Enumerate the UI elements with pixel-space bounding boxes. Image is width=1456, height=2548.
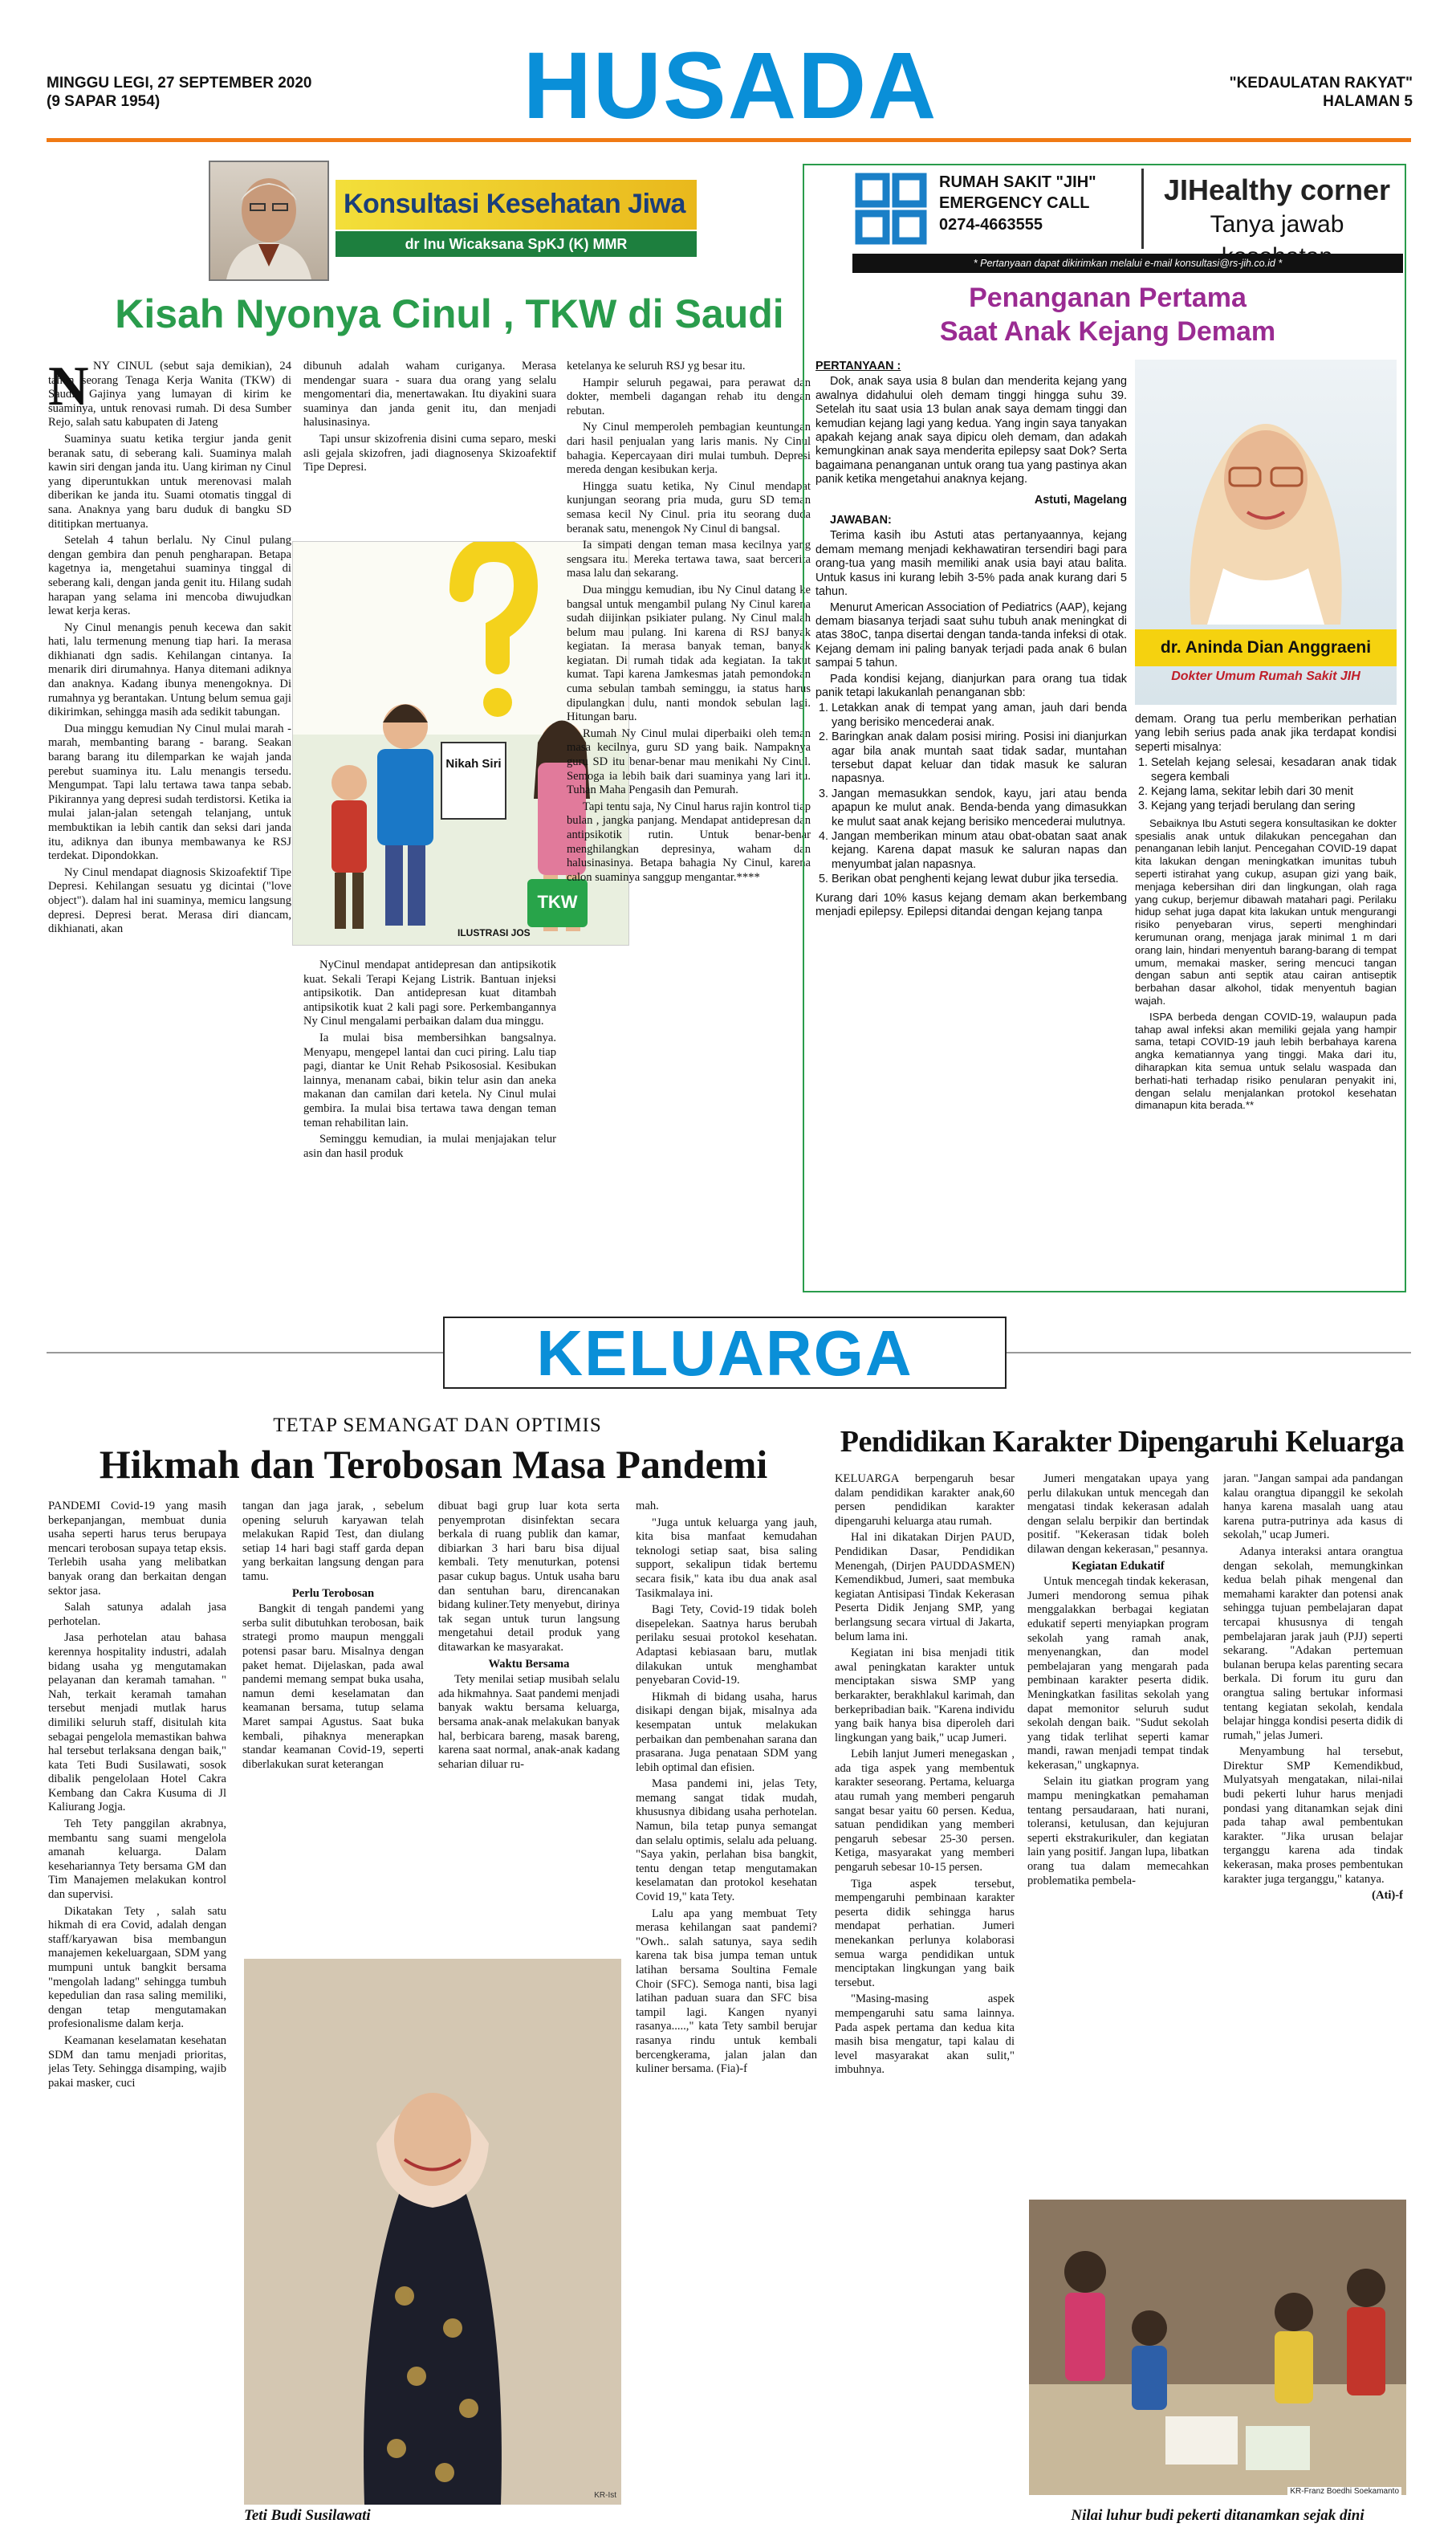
paragraph: Hampir seluruh pegawai, para perawat dan dokter, membeli dagangan rehab itu dengan rebutan. — [567, 376, 811, 417]
condition-item: 3. Kejang yang terjadi berulang dan sering — [1151, 800, 1397, 813]
answer-paragraph: Terima kasih ibu Astuti atas pertanyaannya, kejang demam memang menjadi kekhawatiran tersendiri bagi para orang-tua yang masih memiliki anak usia bayi atau balita. Untuk kasus ini kurang lebih 3-5% pada anak kurang dari 5 tahun. — [815, 529, 1127, 599]
paragraph: Bagi Tety, Covid-19 tidak boleh disepelekan. Saatnya harus berubah perilaku sesuai protokol kesehatan. Adaptasi kebiasaan baru, mutlak dilakukan untuk menghambat penyebaran Covid-19. — [636, 1603, 817, 1687]
step-item: 4. Jangan memberikan minum atau obat-obatan saat anak kejang. Karena dapat masuk ke saluran napas dan menyumbat jalan napasnya. — [832, 830, 1127, 872]
paragraph: Hal ini dikatakan Dirjen PAUD, Pendidikan Dasar, Pendidikan Menengah, (Dirjen PAUDDASMEN) Kemendikbud, Jumeri, saat membuka kegiatan Antisipasi Tindak Kekerasan Peserta Didik Jenjang SMP, yang berlangsung secara virtual di Jakarta, belum lama ini. — [835, 1531, 1015, 1643]
paragraph: "Masing-masing aspek mempengaruhi satu sama lainnya. Pada aspek pertama dan kedua kita masih bisa mengatur, tapi kalau di level masyarakat akan sulit," imbuhnya. — [835, 1992, 1015, 2077]
paragraph: Hikmah di bidang usaha, harus disikapi dengan bijak, misalnya ada kesempatan untuk melakukan perbaikan dan pembenahan sarana dan prasarana. Juga penataan SDM yang lebih optimal dan efisien. — [636, 1690, 817, 1774]
page-number: HALAMAN 5 — [1323, 93, 1413, 110]
doctor-photo — [209, 161, 329, 281]
konsultasi-column-2-top — [303, 360, 556, 528]
hikmah-column-2 — [242, 1500, 424, 1949]
paragraph: (Ati)-f — [1372, 1889, 1403, 1903]
keluarga-banner — [443, 1317, 1007, 1389]
paper-name: "KEDAULATAN RAKYAT" — [1229, 75, 1413, 92]
hikmah-headline: Hikmah dan Terobosan Masa Pandemi — [99, 1442, 768, 1487]
hikmah-column-3 — [438, 1500, 620, 1949]
hospital-name: RUMAH SAKIT "JIH" — [939, 173, 1096, 191]
konsultasi-column-2-bottom — [303, 959, 556, 1276]
paragraph: Setelah 4 tahun berlalu. Ny Cinul pulang dengan gembira dan penuh pengharapan. Betapa kagetnya ia, mengetahui suaminya tinggal di seberang kali, dengan janda genit itu. Hilang sudah harapan yang selama ini mencoba diwujudkan lewat kerja keras. — [48, 534, 291, 618]
paragraph: Selain itu giatkan program yang mampu meningkatkan pemahaman tentang persaudaraan, hati nurani, toleransi, ketulusan, dan kejujuran seperti ekstrakurikuler, dan kegiatan lain yang positif. Jangan lupa, libatkan orang tua dalam memecahkan problematika pembela- — [1027, 1775, 1209, 1887]
asker-name: Astuti, Magelang — [1034, 493, 1127, 507]
paragraph: Dua minggu kemudian, ibu Ny Cinul datang ke bangsal untuk mengambil pulang Ny Cinul karena sudah diijinkan psikiater pulang. Ny Cinul malah belum mau pulang. Ini karena di RSJ banyak kegiatan. Ia merasa banyak teman, banyak kegiatan. Di rumah tidak ada kegiatan. Ia takut kumat. Tapi karena Jamkesmas jatah pemondokan cuma sebulan tambah seminggu, ia status harus dipulangkan dulu, nanti mondok sebulan lagi. Hitungan baru. — [567, 583, 811, 724]
paragraph: Suaminya suatu ketika tergiur janda genit beranak satu, di seberang kali. Suaminya malah kawin siri dengan janda itu. Uang kiriman ny Cinul yang diperuntukkan untuk merenovasi malah diberikan ke janda itu. Suami otomatis tinggal di sana. Anaknya yang baru duduk di bangku SD dititipkan mertuanya. — [48, 432, 291, 531]
jih-doctor-photo — [1135, 360, 1397, 705]
paragraph: KELUARGA berpengaruh besar dalam pendidikan karakter anak,60 persen pendidikan karakter dipengaruhi keluarga atau rumah. — [835, 1472, 1015, 1528]
doctor-hijab-icon — [1135, 360, 1397, 625]
emergency-phone: 0274-4663555 — [939, 216, 1043, 234]
subheading: Waktu Bersama — [488, 1657, 570, 1671]
pendidikan-column-2 — [1027, 1472, 1209, 2187]
paragraph: Lalu apa yang membuat Tety merasa kehilangan saat pandemi? "Owh.. salah satunya, saya sedih karena tak bisa jumpa teman untuk latihan bersama Soultina Female Choir (SFC). Semoga nanti, bisa lagi latihan paduan suara dan SFC bisa tampil lagi. Kangen nyanyi rasanya.....," kata Tety sambil berujar rasanya rindu untuk kembali bercengkerama, jalan jalan dan kuliner bersama. (Fia)-f — [636, 1907, 817, 2076]
doctor-portrait-icon — [210, 162, 327, 279]
conditions-list — [1135, 756, 1397, 814]
condition-item: 2. Kejang lama, sekitar lebih dari 30 menit — [1151, 785, 1397, 799]
question-label: PERTANYAAN : — [815, 360, 901, 372]
paragraph: Keamanan keselamatan kesehatan SDM dan tamu menjadi prioritas, jelas Tety. Sehingga disamping, wajib pakai masker, cuci — [48, 2033, 226, 2090]
teti-photo-credit: KR-Ist — [594, 2491, 616, 2500]
hikmah-column-4 — [636, 1500, 817, 2527]
doctor-name: dr Inu Wicaksana SpKJ (K) MMR — [336, 231, 697, 257]
tkw-label: TKW — [537, 892, 578, 912]
paragraph: Jasa perhotelan atau bahasa kerennya hospitality industri, adalah bidang usaha yg mengutamakan pelayanan dan keramah tamahan. " Nah, terkait keramah tamahan tersebut menjadi mutlak harus dimiliki seluruh staff, disitulah kita sebagai pengelola memastikan bahwa hal tersebut terlaksana dengan baik," kata Teti Budi Susilawati, sosok dibalik pengelolaan Hotel Cakra Kembang dan Cakra Kusuma di Jl Kaliurang Jogja. — [48, 1631, 226, 1814]
pendidikan-column-1 — [835, 1472, 1015, 2521]
header-divider — [1141, 169, 1144, 249]
emergency-label: EMERGENCY CALL — [939, 194, 1090, 212]
conditions-intro: demam. Orang tua perlu memberikan perhatian yang lebih serius pada anak jika terdapat kondisi seperti misalnya: — [1135, 713, 1397, 754]
paper-info — [1092, 74, 1413, 111]
issue-date — [47, 74, 368, 111]
jih-doctor-title: Dokter Umum Rumah Sakit JIH — [1171, 670, 1360, 683]
paragraph: ketelanya ke seluruh RSJ yg besar itu. — [567, 360, 746, 372]
paragraph: Menyambung hal tersebut, Direktur SMP Kemendikbud, Mulyatsyah mengatakan, nilai-nilai budi pekerti luhur harus menjadi pondasi yang ditanamkan sejak dini pada tahap awal pembentukan karakter. "Jika urusan belajar terganggu karena ada tindak kekerasan, maka proses pembentukan karakter juga terganggu," katanya. — [1223, 1745, 1403, 1886]
paragraph: dibunuh adalah waham curiganya. Merasa mendengar suara - suara dua orang yang selalu mengomentari dia, menertawakan. Itu diyakini suara suaminya dan janda genit itu, dan menjadi halusinasinya. — [303, 360, 556, 429]
children-reading-icon — [1029, 2200, 1406, 2495]
paragraph: Tety menilai setiap musibah selalu ada hikmahnya. Saat pandemi menjadi banyak waktu bersama keluarga, bersama anak-anak melakukan banyak hal, berbicara bareng, masak bareng, karena saat normal, anak-anak kadang seharian diluar ru- — [438, 1673, 620, 1771]
subheading: Kegiatan Edukatif — [1072, 1559, 1165, 1573]
subheading: Perlu Terobosan — [291, 1586, 375, 1600]
drop-cap: N — [48, 361, 89, 413]
paragraph: Hingga suatu ketika, Ny Cinul mendapat kunjungan seorang pria muda, guru SD teman semasa kecil Ny Cinul. pria itu seorang duda beranak satu, menengok Ny Cinul di bangsal. — [567, 479, 811, 535]
paragraph: Tiga aspek tersebut, mempengaruhi pembinaan karakter peserta didik sehingga harus mendapat perhatian. Jumeri menekankan perlunya kolaborasi semua warga pendidikan untuk menciptakan lingkungan yang baik tersebut. — [835, 1877, 1015, 1989]
paragraph: jaran. "Jangan sampai ada pandangan kalau orangtua dipanggil ke sekolah hanya karena masalah uang atau karena putra-putrinya ada kasus di sekolah," ucap Jumeri. — [1223, 1472, 1403, 1542]
nikah-siri-sign: Nikah Siri — [445, 757, 502, 771]
konsultasi-banner — [336, 180, 697, 230]
paragraph: Ny Cinul mendapat diagnosis Skizoafektif Tipe Depresi. Kehilangan sesuatu yg dicintai ("love object"). dalam hal ini suaminya, memicu langsung depresi. Depresi berat. Merasa diri diancam, dikhianati, akan — [48, 865, 291, 936]
teti-photo-caption: Teti Budi Susilawati — [244, 2507, 371, 2524]
children-photo-caption: Nilai luhur budi pekerti ditanamkan sejak dini — [1071, 2507, 1364, 2524]
closing-paragraph: ISPA berbeda dengan COVID-19, walaupun pada tahap awal infeksi akan memiliki gejala yang hampir sama, tetapi COVID-19 jauh lebih berbahaya karena angka kematiannya yang tinggi. Maka dari itu, diharapkan kita semua untuk selalu waspada dan berhati-hati terhadap risiko penularan penyakit ini, dengan selalu menjalankan protokol kesehatan dimanapun kita berada.** — [1135, 1010, 1397, 1112]
paragraph: Dua minggu kemudian Ny Cinul mulai marah - marah, membanting barang - barang. Seakan barang barang itu dilemparkan ke wajah janda perebut suaminya itu. Lalu menangis tersedu. Mengumpat. Tapi lalu tertawa tawa tanpa sebab. Pikirannya yang depresi sudah terdistorsi. Ketika ia mulai jalan-jalan setengah telanjang, untuk membuktikan ia lebih cantik dan seksi dari janda itu, adiknya dan ibunya membawanya ke RSJ terdekat. Dipondokkan. — [48, 722, 291, 863]
children-photo-credit: KR-Franz Boedhi Soekamanto — [1287, 2487, 1401, 2495]
paragraph: Lebih lanjut Jumeri menegaskan , ada tiga aspek yang membentuk karakter seseorang. Pertama, keluarga atau rumah yang memberi pengaruh sangat besar yaitu 60 persen. Kedua, satuan pendidikan yang memberi pengaruh sebesar 25-30 persen. Ketiga, masyarakat yang memberi pengaruh sebesar 10-15 persen. — [835, 1748, 1015, 1874]
keluarga-title: KELUARGA — [536, 1317, 913, 1389]
paragraph: Tapi tentu saja, Ny Cinul harus rajin kontrol tiap bulan , jangka panjang. Mendapat antidepresan dan antipsikotik rutin. Untuk benar-benar menghilangkan depresinya, waham dan halusinasinya. Betapa bahagia Ny Cinul, karena calon suaminya sanggup mengantar.**** — [567, 800, 811, 884]
paragraph: Ia mulai bisa membersihkan bangsalnya. Menyapu, mengepel lantai dan cuci piring. Lalu tiap pagi, diantar ke Unit Rehab Psikososial. Kesibukan lainnya, menanam cabai, bikin telur asin dan aneka makanan dan camilan dari ketela. Ny Cinul mulai gembira. Ia mulai bisa tertawa tawa dengan teman teman rehabilitan lain. — [303, 1031, 556, 1130]
step-item: 1. Letakkan anak di tempat yang aman, jauh dari benda yang berisiko mencederai anak. — [832, 702, 1127, 730]
question-text: Dok, anak saya usia 8 bulan dan menderita kejang yang awalnya didahului oleh demam tinggi hingga suhu 39. Setelah itu saat usia 13 bulan anak saya demam tinggi dan kemudian kejang lagi yang kedua. Yang ingin saya tanyakan apakah kejang anak saya dipicu oleh demam, dan adakah kemungkinan anak saya menderita epilepsy saat Dok? Serta bagaimana penanganan untuk orang tua yang pastinya akan panik ketika mengetahui anaknya kejang. — [815, 375, 1127, 486]
corner-title: JIHealthy corner — [1163, 173, 1391, 206]
header-rule — [47, 138, 1411, 142]
step-item: 5. Berikan obat penghenti kejang lewat dubur jika tersedia. — [832, 873, 1127, 886]
paragraph: Teh Tety panggilan akrabnya, membantu sang suami mengelola amanah keluarga. Dalam kesehariannya Tety bersama GM dan Tim Manajemen melakukan kontrol dan supervisi. — [48, 1817, 226, 1902]
konsultasi-headline: Kisah Nyonya Cinul , TKW di Saudi — [115, 291, 784, 336]
paragraph: tangan dan jaga jarak, , sebelum opening seluruh karyawan telah melakukan Rapid Test, dan diulang setiap 14 hari bagi staff garda depan yang berkaitan langsung dengan para tamu. — [242, 1500, 424, 1583]
paragraph: Salah satunya adalah jasa perhotelan. — [48, 1601, 226, 1628]
step-item: 3. Jangan memasukkan sendok, kayu, jari atau benda apapun ke mulut anak. Benda-benda yang dimasukkan ke mulut saat anak kejang berisiko mencederai mulutnya. — [832, 788, 1127, 829]
woman-portrait-icon — [244, 1959, 621, 2505]
answer-paragraph: Menurut American Association of Pediatrics (AAP), kejang demam biasanya terjadi saat suhu tubuh anak meningkat di atas 38oC, tanpa disertai dengan tanda-tanda infeksi di otak. Kejang demam ini paling banyak terjadi pada anak 6 bulan sampai 5 tahun. — [815, 600, 1127, 670]
paragraph: Untuk mencegah tindak kekerasan, Jumeri mendorong semua pihak menggalakkan berbagai kegiatan edukatif seperti menyiapkan program sekolah yang ramah anak, menyenangkan, dan model pembelajaran yang mengarah pada pembinaan karakter peserta didik. Meningkatkan fasilitas sekolah yang dapat memonitor seluruh sudut sekolah dengan baik. "Sudut sekolah yang tidak terlihat seperti kamar mandi, rawan menjadi tempat tindak kekerasan," ungkapnya. — [1027, 1575, 1209, 1772]
article-kicker: TETAP SEMANGAT DAN OPTIMIS — [273, 1414, 602, 1436]
paragraph: NyCinul mendapat antidepresan dan antipsikotik kuat. Sekali Terapi Kejang Listrik. Bantuan injeksi antipsikotik. Dan antidepresan kuat ditambah antipsikotik kuat 2 kali pagi sore. Perkembangannya Ny Cinul mengalami perbaikan dalam dua minggu. — [303, 959, 556, 1028]
steps-list — [815, 702, 1127, 886]
closing-paragraph: Sebaiknya Ibu Astuti segera konsultasikan ke dokter spesialis anak untuk dilakukan pencegahan dan penanganan lebih lanjut. Pencegahan COVID-19 dapat kita lakukan dengan meningkatkan imunitas tubuh seperti istirahat yang cukup, asupan gizi yang baik, menjaga kebersihan diri dan lingkungan, olah raga yang cukup, berjemur dibawah matahari pagi. Perilaku hidup sehat juga dapat kita lakukan untuk mengurangi risiko penyebaran virus, seperti menghindari kerumunan orang, menjaga jarak minimal 1 m dari orang lain, hindari menyentuh barang-barang di tempat umum, memakai masker, sering mencuci tangan dengan sabun anti septik atau cairan antiseptik berbahan dasar alkohol, tidak menyentuh bagian wajah. — [1135, 816, 1397, 1007]
paragraph: Dikatakan Tety , salah satu hikmah di era Covid, adalah dengan staff/karyawan bisa membangun manajemen kekeluargaan, SDM yang mumpuni untuk bangkit bersama "mengolah ladang" sehingga tumbuh kepedulian dan rasa saling memiliki, dengan tetap mengutamakan profesionalisme dalam kerja. — [48, 1904, 226, 2031]
paragraph: mah. — [636, 1500, 659, 1512]
paragraph: NY CINUL (sebut saja demikian), 24 tahun seorang Tenaga Kerja Wanita (TKW) di Saudi. Gajinya yang lumayan di kirim ke suaminya, untuk renovasi rumah. Di desa Sumber Rejo, salah satu kabupaten di Jateng — [48, 360, 291, 429]
jih-contact — [939, 172, 1156, 236]
jih-headline — [835, 281, 1381, 348]
pendidikan-headline: Pendidikan Karakter Dipengaruhi Keluarga — [840, 1425, 1405, 1459]
masthead-title: HUSADA — [523, 34, 938, 138]
paragraph: "Juga untuk keluarga yang jauh, kita bisa manfaat kemudahan teknologi setiap saat, bisa saling support, sekalipun tidak bertemu secara fisik," kata ibu dua anak asal Tasikmalaya ini. — [636, 1516, 817, 1600]
children-photo — [1029, 2200, 1406, 2495]
paragraph: Ia simpati dengan teman masa kecilnya yang sengsara itu. Mereka tertawa tawa, saat bercerita masa lalu dan sekarang. — [567, 539, 811, 580]
paragraph: Adanya interaksi antara orangtua dengan sekolah, memungkinkan kedua belah pihak mengenal dan memahami karakter dan potensi anak sehingga tujuan pembelajaran dapat tercapai khususnya di tengah pembelajaran jarak jauh (PJJ) seperti sekarang. "Adakan pertemuan bulanan berupa kelas parenting secara berkala. Di forum itu guru dan orangtua saling bertukar informasi tentang kegiatan sekolah, kendala belajar hingga kondisi peserta didik di rumah," jelas Jumeri. — [1223, 1545, 1403, 1742]
jih-qa-column — [815, 360, 1127, 1280]
condition-item: 1. Setelah kejang selesai, kesadaran anak tidak segera kembali — [1151, 756, 1397, 784]
submission-note: * Pertanyaan dapat dikirimkan melalui e-mail konsultasi@rs-jih.co.id * — [852, 254, 1403, 273]
paragraph: PANDEMI Covid-19 yang masih berkepanjangan, membuat dunia usaha seperti harus terus berupaya mencari terobosan supaya tetap eksis. Terlebih usaha yang melibatkan banyak orang dan berkaitan dengan sektor jasa. — [48, 1500, 226, 1598]
epilepsy-paragraph: Kurang dari 10% kasus kejang demam akan berkembang menjadi epilepsy. Epilepsi ditandai dengan kejang tanpa — [815, 891, 1127, 919]
hikmah-column-1 — [48, 1500, 226, 2527]
konsultasi-column-3 — [567, 360, 811, 1276]
paragraph: Jumeri mengatakan upaya yang perlu dilakukan untuk mencegah dan mengatasi tindak kekerasan adalah dengan selalu berpikir dan bertindak positif. "Kekerasan tidak boleh dilawan dengan kekerasan," pesannya. — [1027, 1472, 1209, 1556]
jih-doctor-name: dr. Aninda Dian Anggraeni — [1135, 629, 1397, 666]
jih-headline-1: Penanganan Pertama — [969, 283, 1247, 313]
date-line: MINGGU LEGI, 27 SEPTEMBER 2020 — [47, 75, 312, 92]
paragraph: Ny Cinul menangis penuh kecewa dan sakit hati, lalu termenung menung tiap hari. Ia merasa dikhianati dgn sadis. Kehilangan cintanya. Ia menarik diri dirumahnya. Hanya ditemani adiknya dan anaknya. Kadang ibunya menengoknya. Di rumahnya yg berantakan. Untung belum semua gaji dikirimkan, sehingga masih ada sedikit tabungan. — [48, 621, 291, 719]
step-item: 2. Baringkan anak dalam posisi miring. Posisi ini dianjurkan agar bila anak muntah saat tidak sadar, muntahan tersebut dapat keluar dan tidak masuk ke saluran napasnya. — [832, 731, 1127, 787]
paragraph: dibuat bagi grup luar kota serta penyemprotan disinfektan secara berkala di ruang publik dan kamar, dibiarkan 3 hari baru bisa dijual kembali. Tety menuturkan, potensi pasar cukup bagus. Untuk usaha baru dan sentuhan baru, direncanakan bidang kuliner.Tety menyebut, dirinya tak segan untuk turun langsung mengetahui detail produk yang ditawarkan ke masyarakat. — [438, 1500, 620, 1654]
illustration-credit: ILUSTRASI JOS — [458, 927, 531, 938]
pendidikan-column-3 — [1223, 1472, 1403, 2187]
konsultasi-title: Konsultasi Kesehatan Jiwa — [344, 189, 685, 219]
paragraph: Bangkit di tengah pandemi yang serba sulit dibutuhkan terobosan, baik strategi promo maupun menggali potensi pasar baru. Misalnya dengan paket hemat. Dijelaskan, pada awal pandemi memang sempat buka usaha, namun demi keselamatan dan keamanan bersama, tutup selama Maret sampai Agustus. Saat buka kembali, pihaknya menerapkan standar keamanan Covid-19, seperti diberlakukan surat keterangan — [242, 1602, 424, 1771]
paragraph: Seminggu kemudian, ia mulai menjajakan telur asin dan hasil produk — [303, 1133, 556, 1160]
jih-logo — [852, 170, 929, 247]
corner-subtitle: Tanya jawab — [1210, 211, 1344, 238]
jih-headline-2: Saat Anak Kejang Demam — [939, 316, 1276, 347]
konsultasi-column-1 — [48, 360, 291, 1276]
paragraph: Ny Cinul memperoleh pembagian keuntungan dari hasil penjualan yang laris manis. Ny Cinul bahagia. Kepercayaan diri mulai tumbuh. Depresi mereda dengan kesibukan kerja. — [567, 421, 811, 477]
paragraph: Rumah Ny Cinul mulai diperbaiki oleh teman masa kecilnya, guru SD yang baik. Nampaknya guru SD itu benar-benar mau menikahi Ny Cinul. Semoga ia lebih baik dari suaminya yang lari itu. Tuhan Maha Pengasih dan Pemurah. — [567, 727, 811, 797]
jih-logo-icon — [852, 170, 929, 247]
paragraph: Kegiatan ini bisa menjadi titik awal peningkatan karakter untuk menciptakan siswa SMP yang berkarakter, berakhlakul karimah, dan berkepribadian baik. "Karena individu yang baik hanya bisa diperoleh dari lingkungan yang baik," ucap Jumeri. — [835, 1646, 1015, 1744]
jih-right-column — [1135, 713, 1397, 1280]
paragraph: Masa pandemi ini, jelas Tety, memang sangat tidak mudah, khususnya dibidang usaha perhotelan. Namun, bila tetap punya semangat dan selalu optimis, selalu ada peluang. "Saya yakin, perlahan bisa bangkit, tentu dengan tetap mengutamakan keselamatan dan protokol kesehatan Covid 19," kata Tety. — [636, 1777, 817, 1904]
paragraph: Tapi unsur skizofrenia disini cuma separo, meski asli gejala skizofren, jadi diagnosenya Skizoafektif Tipe Depresi. — [303, 432, 556, 474]
teti-photo — [244, 1959, 621, 2505]
answer-paragraph: Pada kondisi kejang, dianjurkan para orang tua tidak panik tetapi lakukanlah penanganan sbb: — [815, 672, 1127, 699]
javanese-date: (9 SAPAR 1954) — [47, 93, 161, 110]
answer-label: JAWABAN: — [830, 514, 892, 527]
